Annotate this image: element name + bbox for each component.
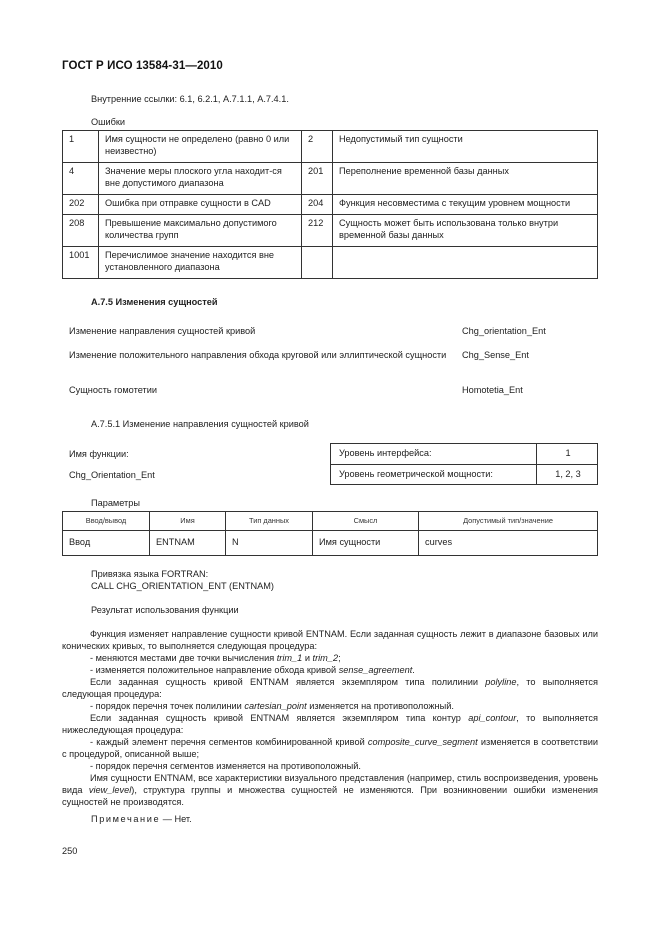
interface-table [330, 443, 598, 485]
table-row [63, 531, 598, 556]
errors-table [62, 130, 598, 279]
list-item: - порядок перечня сегментов изменяется на противоположный. [90, 761, 361, 771]
fortran-label: Привязка языка FORTRAN: [91, 569, 209, 579]
error-code: 2 [302, 131, 333, 163]
table-row [63, 247, 598, 279]
internal-refs: Внутренние ссылки: 6.1, 6.2.1, А.7.1.1, А.7.4.1. [91, 94, 289, 104]
list-item: - порядок перечня точек полилинии cartesian_point изменяется на противоположный. [90, 701, 454, 711]
error-text: Значение меры плоского угла находит-ся вне допустимого диапазона [99, 163, 302, 195]
list-item: - изменяется положительное направление обхода кривой sense_agreement. [90, 665, 415, 675]
error-code: 4 [63, 163, 99, 195]
error-text: Превышение максимально допустимого количества групп [99, 215, 302, 247]
table-cell: Ввод [63, 531, 150, 556]
result-label: Результат использования функции [91, 605, 239, 615]
error-text: Ошибка при отправке сущности в CAD [99, 195, 302, 215]
power-level-label: Уровень геометрической мощности: [331, 464, 537, 485]
paragraph: Если заданная сущность кривой ENTNAM является экземпляром типа полилинии polyline, то выполняется следующая процедура: [62, 677, 598, 699]
error-code: 201 [302, 163, 333, 195]
error-code: 208 [63, 215, 99, 247]
table-row [63, 215, 598, 247]
error-text: Имя сущности не определено (равно 0 или неизвестно) [99, 131, 302, 163]
interface-level-label: Уровень интерфейса: [331, 444, 537, 465]
table-cell: curves [419, 531, 598, 556]
table-cell: N [226, 531, 313, 556]
note [91, 813, 192, 825]
params-table [62, 511, 598, 556]
change-function: Chg_Sense_Ent [462, 350, 529, 360]
power-level-value: 1, 2, 3 [537, 464, 598, 485]
document-header: ГОСТ Р ИСО 13584-31—2010 [62, 60, 223, 72]
result-description [62, 628, 598, 808]
table-row [63, 163, 598, 195]
column-header: Ввод/вывод [63, 512, 150, 531]
table-cell: ENTNAM [150, 531, 226, 556]
change-desc: Изменение направления сущностей кривой [69, 326, 256, 336]
change-function: Homotetia_Ent [462, 385, 523, 395]
table-header-row [63, 512, 598, 531]
error-code: 1 [63, 131, 99, 163]
error-text [333, 247, 598, 279]
column-header: Имя [150, 512, 226, 531]
error-text: Недопустимый тип сущности [333, 131, 598, 163]
error-text: Функция несовместима с текущим уровнем мощности [333, 195, 598, 215]
table-cell: Имя сущности [313, 531, 419, 556]
table-row [63, 195, 598, 215]
error-code: 202 [63, 195, 99, 215]
note-text: — Нет. [160, 814, 192, 824]
error-code: 212 [302, 215, 333, 247]
error-code: 204 [302, 195, 333, 215]
note-label: Примечание [91, 814, 161, 824]
column-header: Тип данных [226, 512, 313, 531]
error-text: Перечислимое значение находится вне установленного диапазона [99, 247, 302, 279]
error-code [302, 247, 333, 279]
errors-label: Ошибки [91, 117, 126, 127]
table-row [331, 444, 598, 465]
paragraph: Имя сущности ENTNAM, все характеристики визуального представления (например, стиль воспроизведения, уровень вида view_level), структура группы и множества сущностей не изменяются. При возникновении ошибки изменения сущностей не производятся. [62, 773, 598, 807]
change-desc: Изменение положительного направления обхода круговой или эллиптической сущности [69, 350, 447, 360]
paragraph: Функция изменяет направление сущности кривой ENTNAM. Если заданная сущность лежит в диапазоне базовых или конических кривых, то выполняется следующая процедура: [62, 629, 598, 651]
page-number: 250 [62, 846, 78, 856]
column-header: Допустимый тип/значение [419, 512, 598, 531]
table-row [331, 464, 598, 485]
error-text: Переполнение временной базы данных [333, 163, 598, 195]
paragraph: Если заданная сущность кривой ENTNAM является экземпляром типа контур api_contour, то выполняется нижеследующая процедура: [62, 713, 598, 735]
function-label: Имя функции: [69, 449, 129, 459]
change-function: Chg_orientation_Ent [462, 326, 546, 336]
list-item: - меняются местами две точки вычисления trim_1 и trim_2; [90, 653, 341, 663]
list-item: - каждый элемент перечня сегментов комбинированной кривой composite_curve_segment изменяется в соответствии с процедурой, описанной выше; [62, 737, 598, 759]
subsection-title: А.7.5.1 Изменение направления сущностей кривой [91, 419, 309, 429]
table-row [63, 131, 598, 163]
interface-level-value: 1 [537, 444, 598, 465]
fortran-call: CALL CHG_ORIENTATION_ENT (ENTNAM) [91, 581, 274, 591]
error-code: 1001 [63, 247, 99, 279]
change-desc: Сущность гомотетии [69, 385, 157, 395]
section-title: А.7.5 Изменения сущностей [91, 297, 218, 307]
params-label: Параметры [91, 498, 140, 508]
function-name: Chg_Orientation_Ent [69, 470, 155, 480]
error-text: Сущность может быть использована только внутри временной базы данных [333, 215, 598, 247]
column-header: Смысл [313, 512, 419, 531]
